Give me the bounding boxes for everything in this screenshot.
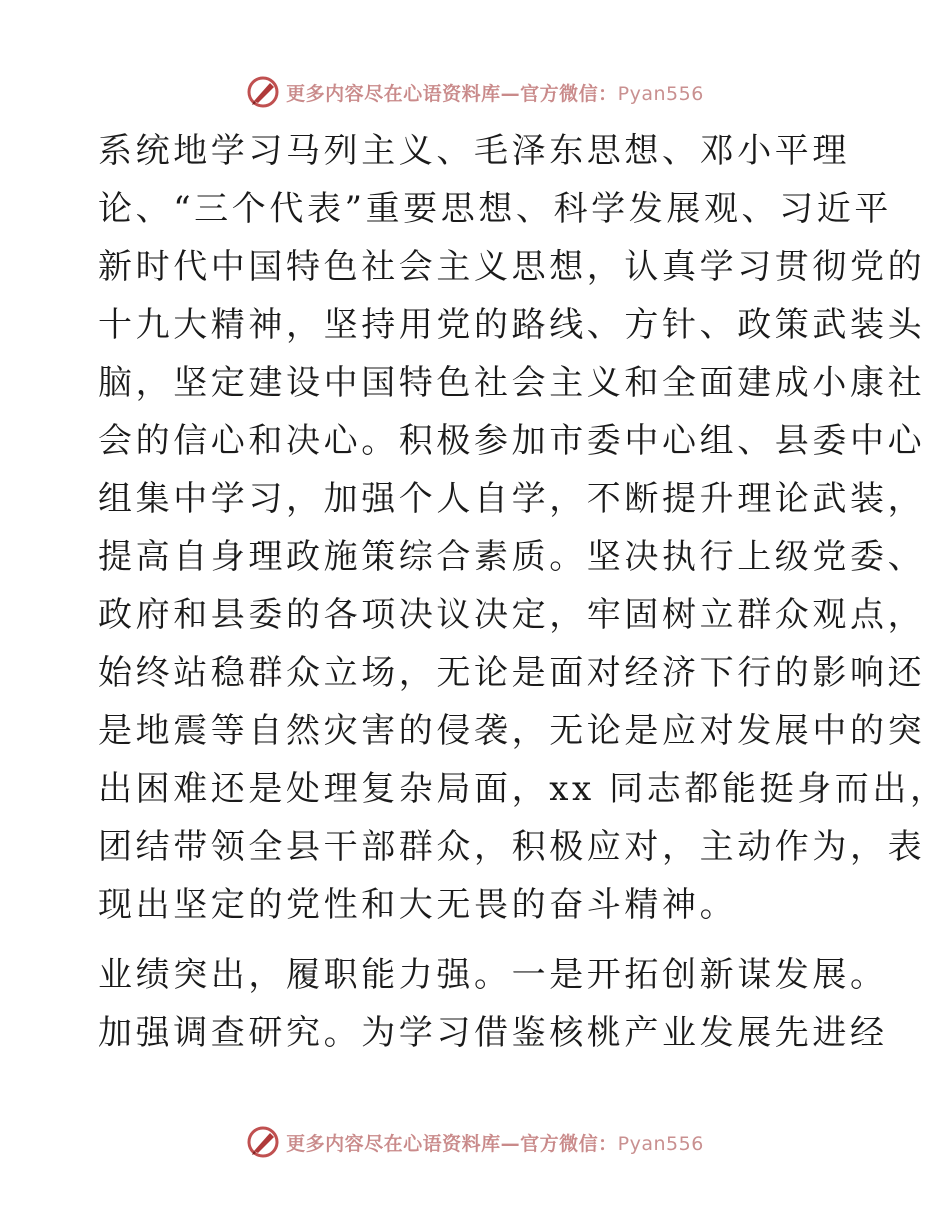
text-line: 论、“三个代表”重要思想、科学发展观、习近平	[98, 189, 892, 229]
paragraph-line: 加强调查研究。为学习借鉴核桃产业发展先进经	[98, 1013, 888, 1053]
watermark-text: 更多内容尽在心语资料库—官方微信：Pyan556	[286, 1132, 704, 1155]
text-line: 出困难还是处理复杂局面，xx 同志都能挺身而出，	[98, 769, 948, 809]
text-line: 是地震等自然灾害的侵袭，无论是应对发展中的突	[98, 711, 926, 751]
text-line: 十九大精神，坚持用党的路线、方针、政策武装头	[98, 305, 926, 345]
text-line: 系统地学习马列主义、毛泽东思想、邓小平理	[98, 131, 850, 171]
text-line: 政府和县委的各项决议决定，牢固树立群众观点，	[98, 595, 926, 635]
text-line: 始终站稳群众立场，无论是面对经济下行的影响还	[98, 653, 926, 693]
watermark-text: 更多内容尽在心语资料库—官方微信：Pyan556	[286, 82, 704, 105]
document-body	[98, 122, 948, 1062]
text-line: 团结带领全县干部群众，积极应对，主动作为，表	[98, 827, 926, 867]
pen-logo-icon	[246, 75, 280, 109]
paragraph-line: 业绩突出，履职能力强。一是开拓创新谋发展。	[98, 955, 888, 995]
text-line: 会的信心和决心。积极参加市委中心组、县委中心	[98, 421, 926, 461]
header-watermark	[0, 72, 950, 112]
pen-logo-icon	[246, 1125, 280, 1159]
footer-watermark	[0, 1122, 950, 1162]
text-line: 新时代中国特色社会主义思想，认真学习贯彻党的	[98, 247, 926, 287]
text-line: 组集中学习，加强个人自学，不断提升理论武装，	[98, 479, 926, 519]
text-line: 现出坚定的党性和大无畏的奋斗精神。	[98, 885, 738, 925]
text-line: 脑，坚定建设中国特色社会主义和全面建成小康社	[98, 363, 926, 403]
text-line: 提高自身理政施策综合素质。坚决执行上级党委、	[98, 537, 926, 577]
